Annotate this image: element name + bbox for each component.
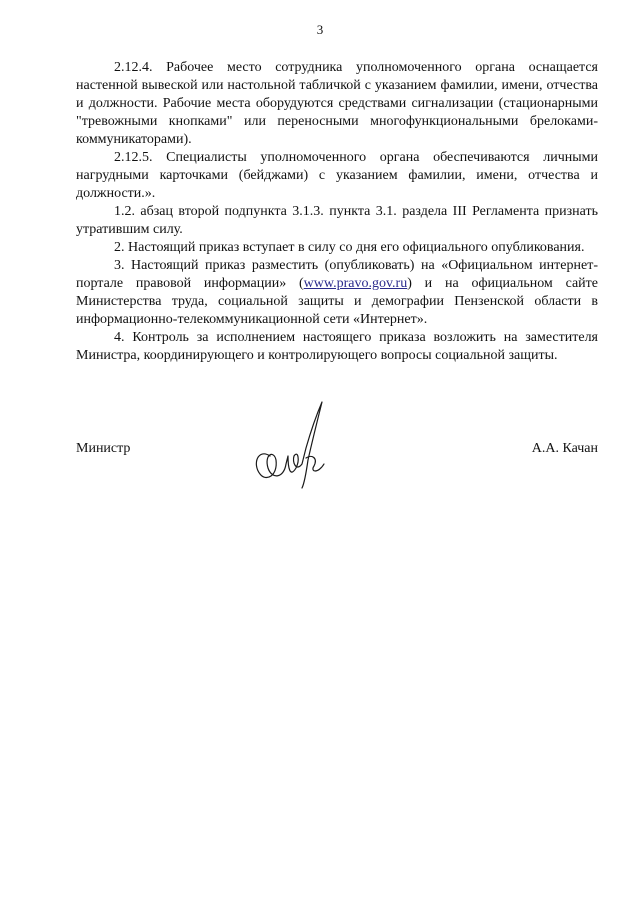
paragraph-item-3-start: 3. Настоящий приказ разместить (опубликовать) на «Официальном интернет-портале правовой информации» ( xyxy=(76,258,598,291)
paragraph-item-4: 4. Контроль за исполнением настоящего приказа возложить на заместителя Министра, координирующего и контролирующего вопросы социальной защиты. xyxy=(76,330,598,363)
paragraph-item-2: 2. Настоящий приказ вступает в силу со дня его официального опубликования. xyxy=(114,240,585,255)
document-body xyxy=(76,59,598,365)
paragraph-2-12-5: 2.12.5. Специалисты уполномоченного органа обеспечиваются личными нагрудными карточками (бейджами) с указанием фамилии, имени, отчества и должности.». xyxy=(76,150,598,201)
paragraph-1-2: 1.2. абзац второй подпункта 3.1.3. пункта 3.1. раздела III Регламента признать утратившим силу. xyxy=(76,204,598,237)
paragraph-item-3 xyxy=(76,257,598,329)
paragraph-2-12-4: 2.12.4. Рабочее место сотрудника уполномоченного органа оснащается настенной вывеской или настольной табличкой с указанием фамилии, имени, отчества и должности. Рабочие места оборудуются средствами сигнализации (стационарными "тревожными кнопками" или переносными многофункциональными брелоками-коммуникаторами). xyxy=(76,60,598,147)
signatory-name: А.А. Качан xyxy=(531,441,598,456)
signatory-title: Министр xyxy=(76,441,131,456)
signature-block xyxy=(76,440,598,460)
page-number: 3 xyxy=(316,22,324,37)
paragraph-item-3-end: ) и на официальном сайте Министерства труда, социальной защиты и демографии Пензенской области в информационно-телекоммуникационной сети «Интернет». xyxy=(76,276,598,327)
pravo-gov-link[interactable]: www.pravo.gov.ru xyxy=(303,276,408,291)
handwritten-signature xyxy=(248,398,328,490)
